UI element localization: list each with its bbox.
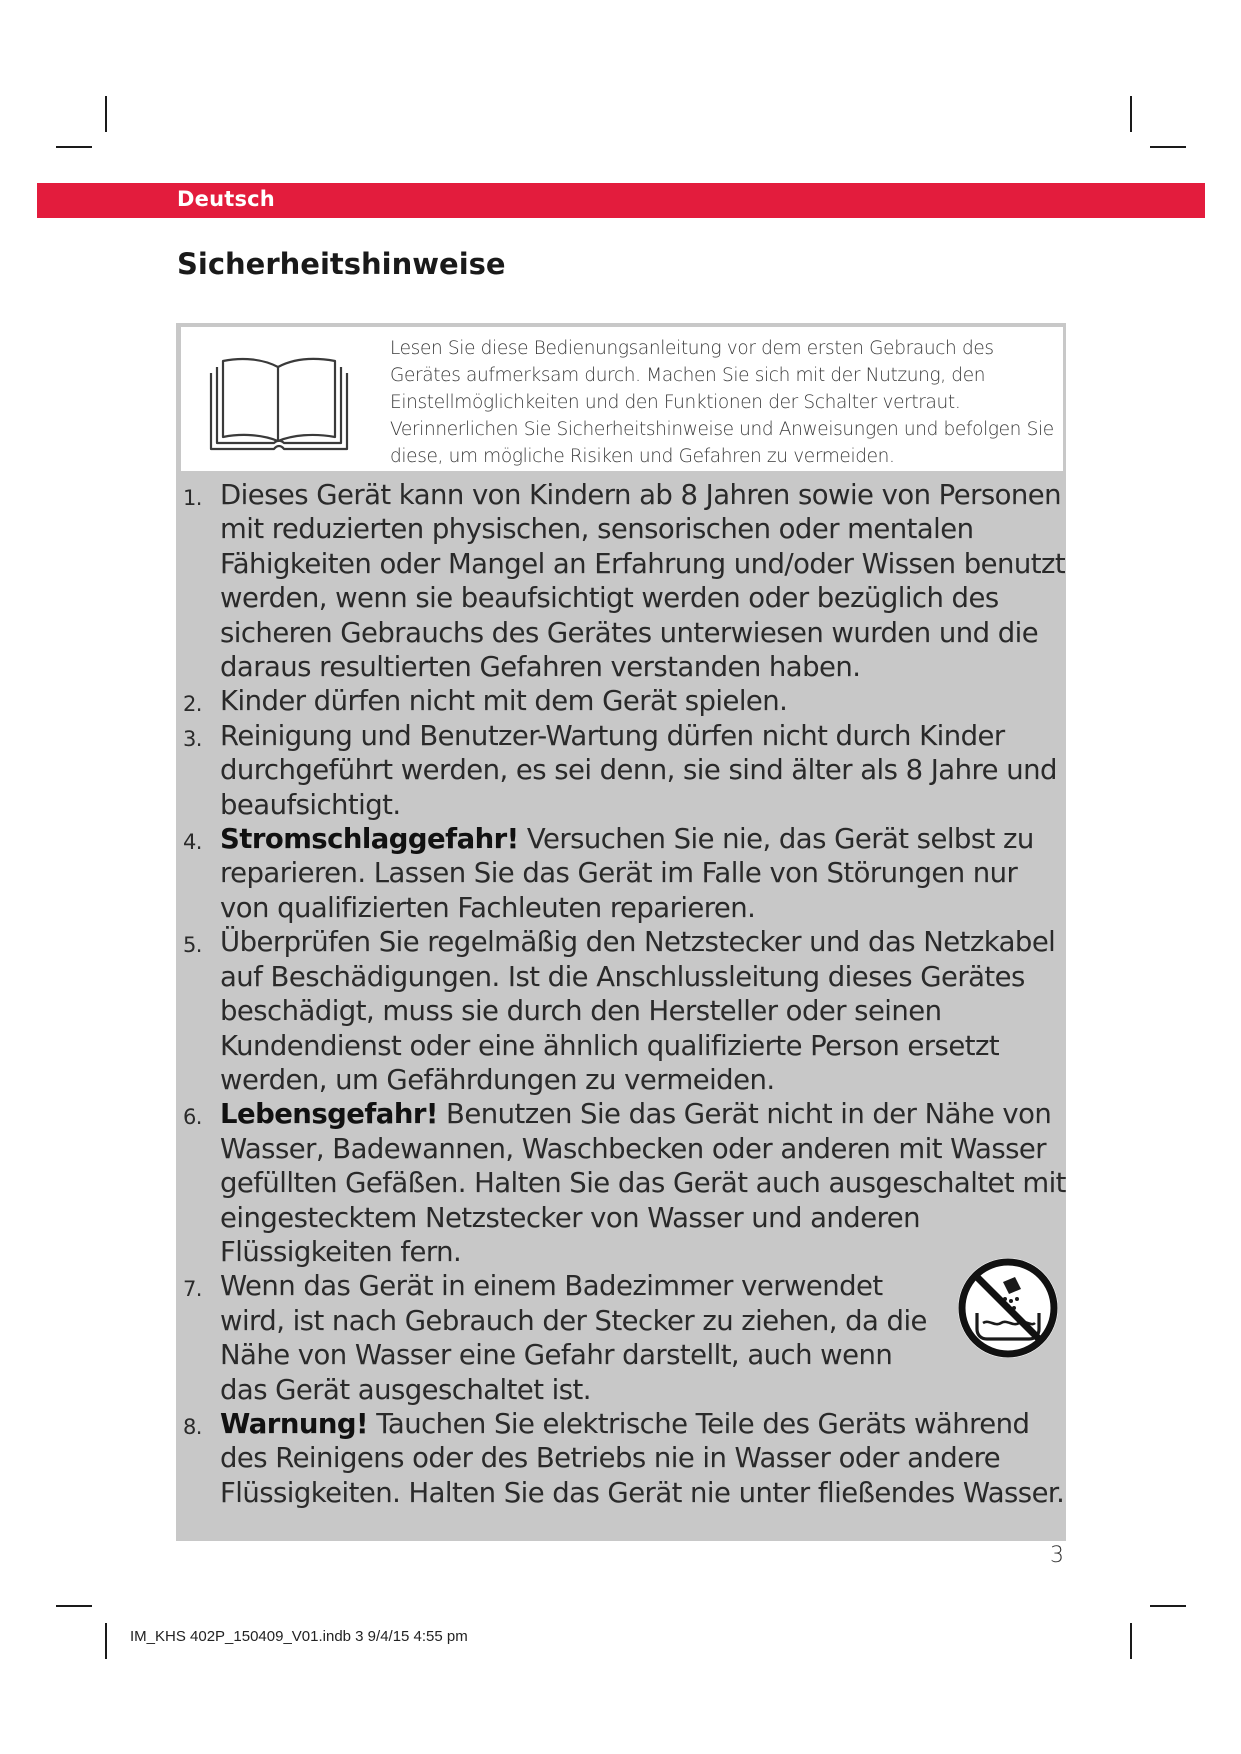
page-number: 3 — [1050, 1543, 1064, 1568]
crop-mark-top-right-horizontal — [1150, 146, 1186, 148]
item-number: 8. — [183, 1414, 202, 1439]
intro-box — [181, 327, 1063, 471]
warning-label: Lebensgefahr! — [220, 1098, 438, 1131]
no-water-bathtub-icon — [955, 1255, 1061, 1361]
item-number: 5. — [183, 933, 202, 958]
list-item — [181, 925, 1066, 1097]
list-item — [181, 822, 1066, 925]
crop-mark-bottom-left-horizontal — [56, 1605, 92, 1607]
crop-mark-top-right-vertical — [1130, 96, 1132, 132]
list-item — [181, 719, 1066, 822]
item-text: Dieses Gerät kann von Kindern ab 8 Jahren sowie von Personen mit reduzierten physischen, sensorischen oder mentalen Fähigkeiten oder Mangel an Erfahrung und/oder Wissen benutzt werden, wenn sie beaufsichtigt werden oder bezüglich des sicheren Gebrauchs des Gerätes unterwiesen wurden und die daraus resultierten Gefahren verstanden haben. — [220, 479, 1066, 684]
item-text: Benutzen Sie das Gerät nicht in der Nähe von Wasser, Badewannen, Waschbecken oder anderen mit Wasser gefüllten Gefäßen. Halten Sie das Gerät auch ausgeschaltet mit eingestecktem Netzstecker von Wasser und anderen Flüssigkeiten fern. — [220, 1098, 1066, 1268]
crop-mark-bottom-left-vertical — [105, 1623, 107, 1659]
crop-mark-bottom-right-vertical — [1130, 1623, 1132, 1659]
list-item — [181, 1407, 1066, 1510]
item-number: 4. — [183, 830, 202, 855]
item-number: 1. — [183, 486, 202, 510]
item-text: Kinder dürfen nicht mit dem Gerät spielen. — [220, 685, 788, 718]
item-number: 2. — [183, 692, 202, 717]
language-header-bar — [37, 183, 1205, 218]
crop-mark-bottom-right-horizontal — [1150, 1605, 1186, 1607]
list-item — [181, 478, 1066, 684]
item-text: Wenn das Gerät in einem Badezimmer verwendet wird, ist nach Gebrauch der Stecker zu ziehen, da die Nähe von Wasser eine Gefahr darstellt, auch wenn das Gerät ausgeschaltet ist. — [220, 1270, 927, 1406]
list-item — [181, 1097, 1066, 1269]
item-text: Reinigung und Benutzer-Wartung dürfen nicht durch Kinder durchgeführt werden, es sei denn, sie sind älter als 8 Jahre und beaufsichtigt. — [220, 719, 1057, 821]
open-book-icon — [208, 353, 350, 453]
item-number: 7. — [183, 1277, 202, 1302]
intro-text: Lesen Sie diese Bedienungsanleitung vor dem ersten Gebrauch des Gerätes aufmerksam durch. Machen Sie sich mit der Nutzung, den Einstellmöglichkeiten und den Funktionen der Schalter vertraut. Verinnerlichen Sie Sicherheitshinweise und Anweisungen und befolgen Sie diese, um mögliche Risiken und Gefahren zu vermeiden. — [390, 338, 1054, 467]
item-number: 6. — [183, 1105, 202, 1130]
crop-mark-top-left-vertical — [105, 96, 107, 132]
warning-label: Stromschlaggefahr! — [220, 823, 519, 856]
item-text: Versuchen Sie nie, das Gerät selbst zu reparieren. Lassen Sie das Gerät im Falle von Störungen nur von qualifizierten Fachleuten reparieren. — [220, 823, 1034, 924]
list-item — [181, 1269, 1066, 1407]
language-label: Deutsch — [177, 187, 275, 211]
warning-label: Warnung! — [220, 1407, 369, 1440]
safety-instructions-list — [181, 478, 1066, 1510]
item-text: Überprüfen Sie regelmäßig den Netzstecker und das Netzkabel auf Beschädigungen. Ist die Anschlussleitung dieses Gerätes beschädigt, muss sie durch den Hersteller oder seinen Kundendienst oder eine ähnlich qualifizierte Person ersetzt werden, um Gefährdungen zu vermeiden. — [220, 926, 1056, 1096]
section-title: Sicherheitshinweise — [177, 247, 506, 281]
crop-mark-top-left-horizontal — [56, 146, 92, 148]
list-item — [181, 684, 1066, 718]
item-number: 3. — [183, 726, 202, 751]
item-text: Tauchen Sie elektrische Teile des Geräts während des Reinigens oder des Betriebs nie in Wasser oder andere Flüssigkeiten. Halten Sie das Gerät nie unter fließendes Wasser. — [220, 1407, 1065, 1509]
print-footer: IM_KHS 402P_150409_V01.indb 3 9/4/15 4:55 pm — [130, 1628, 468, 1645]
